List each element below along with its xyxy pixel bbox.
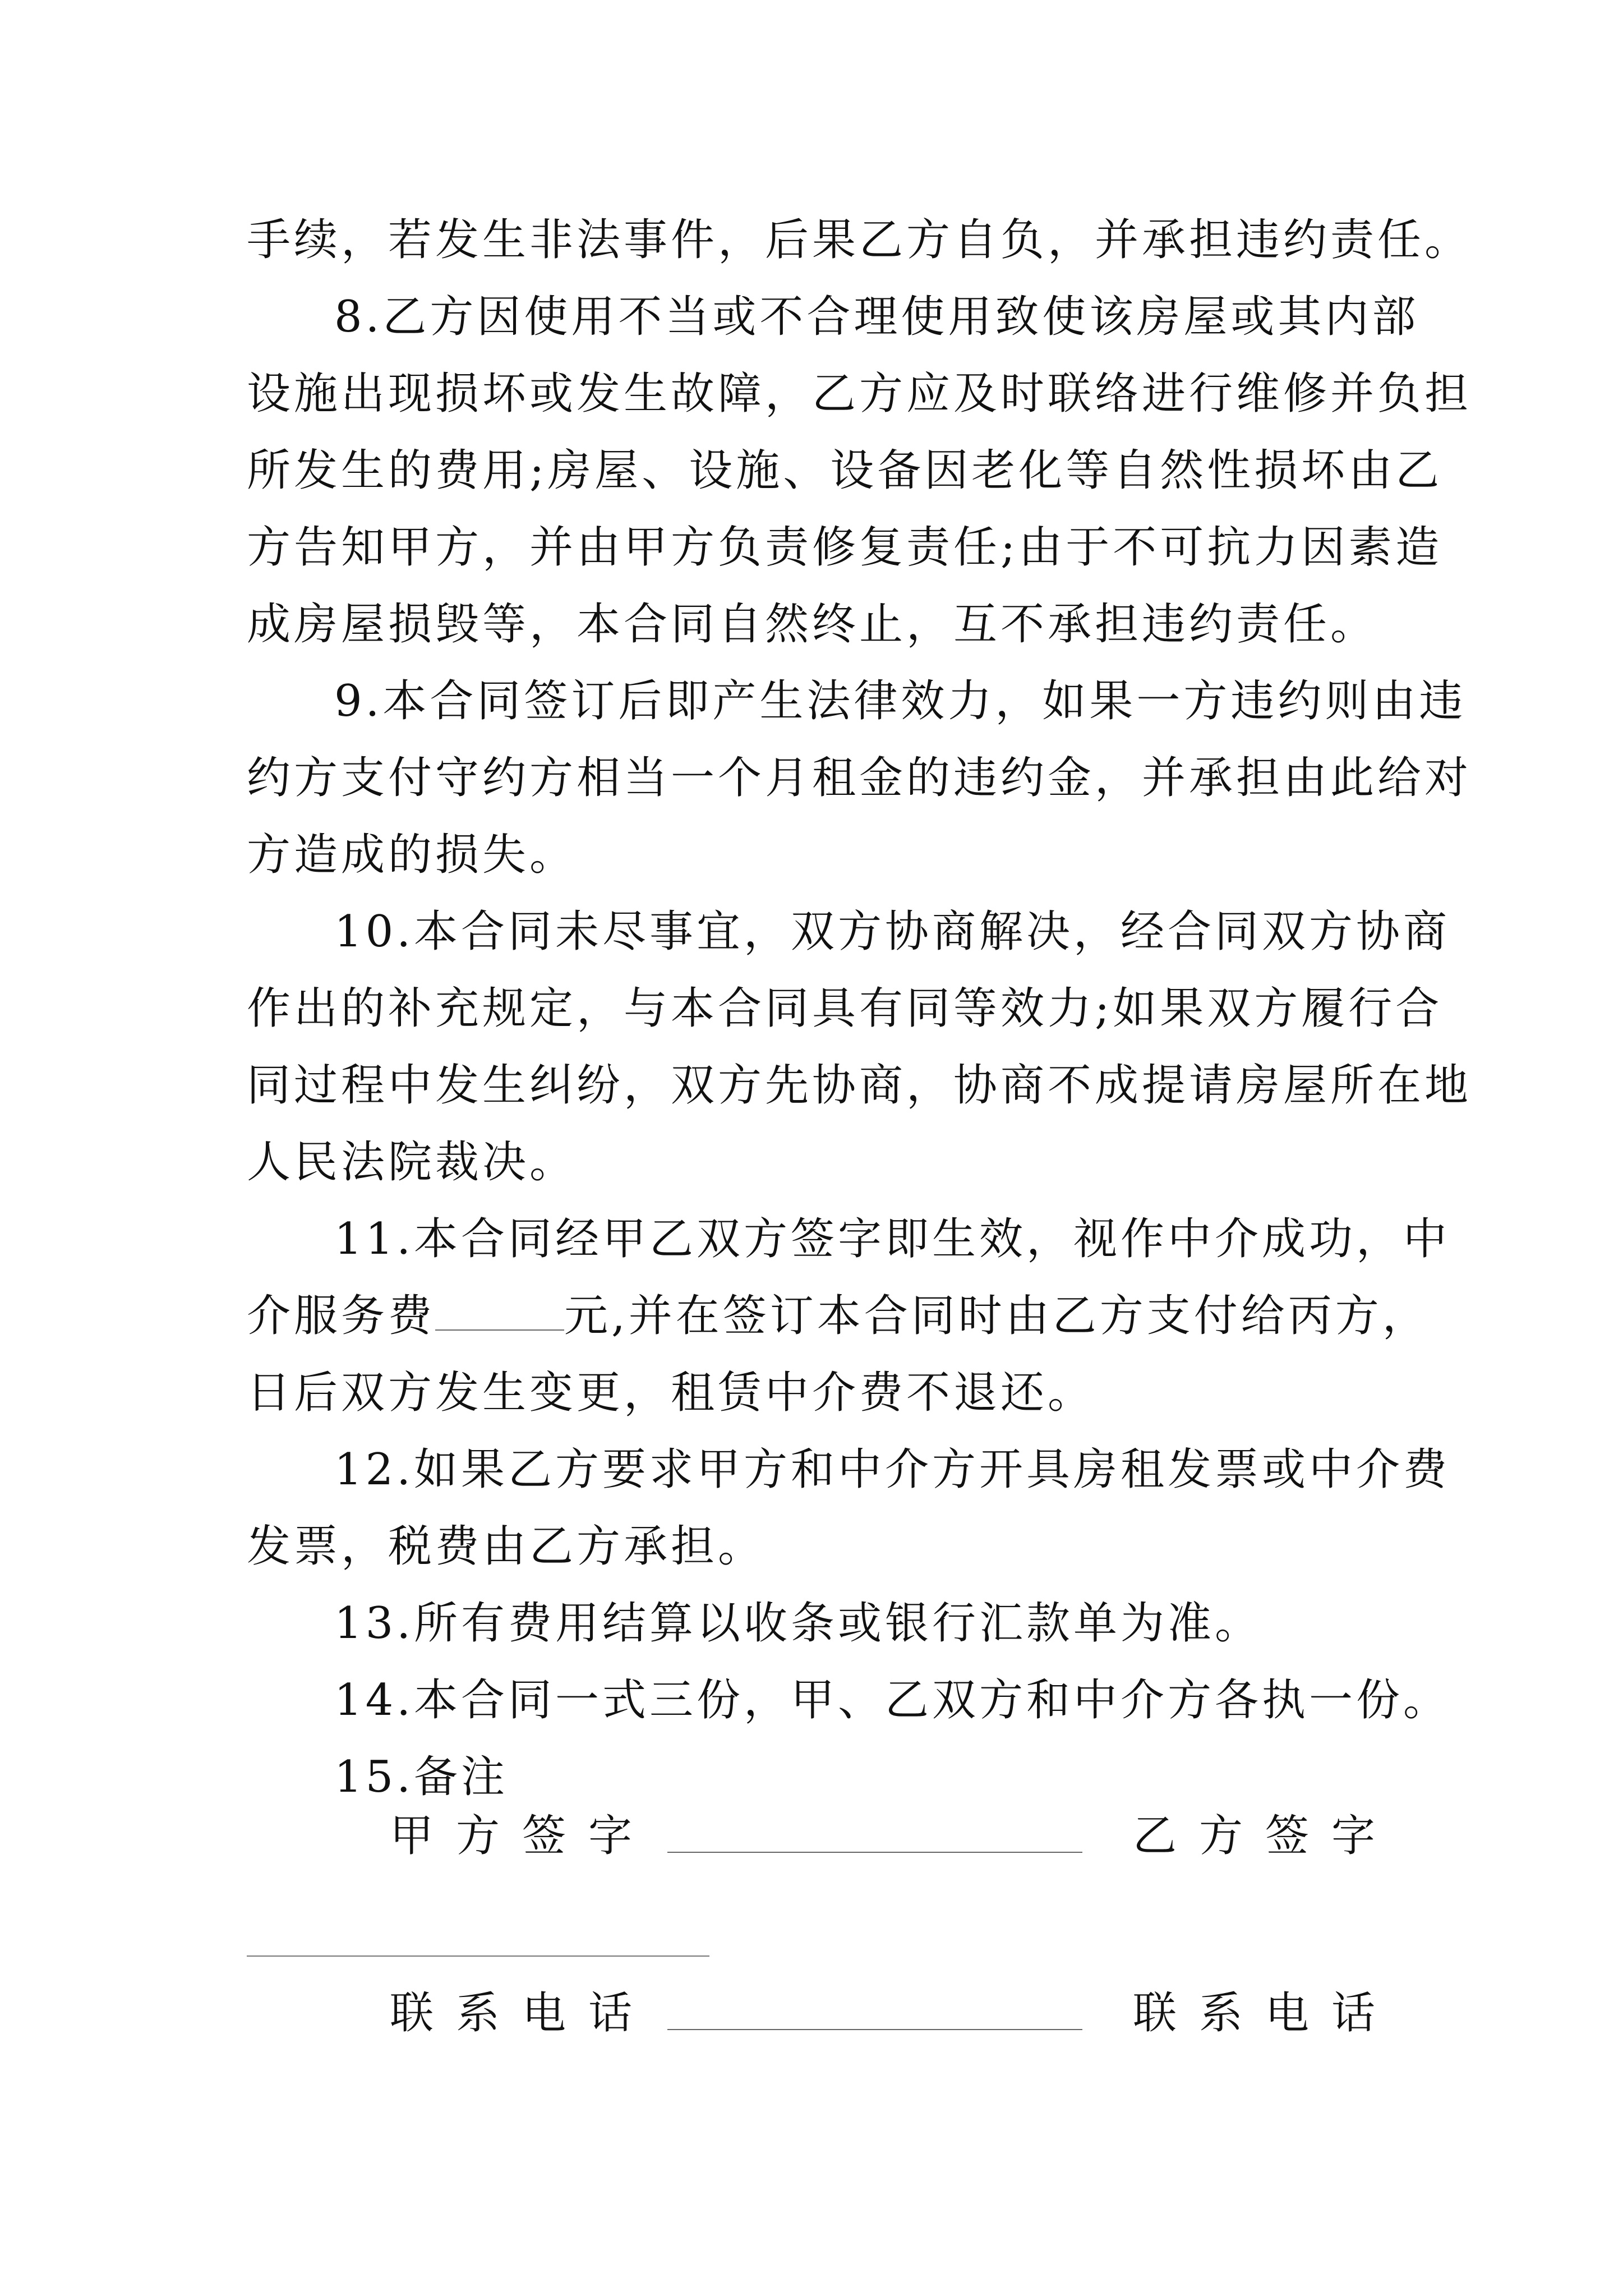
paragraph-line: 作出的补充规定，与本合同具有同等效力;如果双方履行合 [247, 983, 1443, 1034]
paragraph-line: 8.乙方因使用不当或不合理使用致使该房屋或其内部 [334, 292, 1419, 342]
paragraph-line: 9.本合同签订后即产生法律效力，如果一方违约则由违 [334, 676, 1467, 726]
phone-row [247, 1975, 1398, 2052]
party-a-phone-field[interactable] [667, 2029, 1082, 2030]
paragraph-line: 方告知甲方，并由甲方负责修复责任;由于不可抗力因素造 [247, 522, 1443, 573]
paragraph-line: 11.本合同经甲乙双方签字即生效，视作中介成功，中 [334, 1214, 1451, 1264]
clauses-section-1 [247, 202, 1472, 1278]
paragraph-line: 设施出现损坏或发生故障，乙方应及时联络进行维修并负担 [247, 369, 1472, 419]
fee-line-after: 元,并在签订本合同时由乙方支付给丙方， [564, 1291, 1430, 1341]
paragraph-line: 13.所有费用结算以收条或银行汇款单为准。 [334, 1598, 1262, 1649]
fee-line-before: 介服务费 [247, 1291, 436, 1341]
party-a-phone-label: 联系电话 [390, 1988, 655, 2039]
paragraph-line: 同过程中发生纠纷，双方先协商，协商不成提请房屋所在地 [247, 1060, 1472, 1111]
paragraph-line: 发票，税费由乙方承担。 [247, 1521, 766, 1572]
party-a-sign-field[interactable] [667, 1852, 1082, 1853]
paragraph-line: 日后双方发生变更，租赁中介费不退还。 [247, 1368, 1095, 1418]
clauses-section-2 [247, 1355, 1451, 1816]
paragraph-line: 所发生的费用;房屋、设施、设备因老化等自然性损坏由乙 [247, 445, 1443, 496]
paragraph-line: 约方支付守约方相当一个月租金的违约金，并承担由此给对 [247, 753, 1472, 803]
paragraph-line: 方造成的损失。 [247, 830, 577, 880]
paragraph-line: 12.如果乙方要求甲方和中介方开具房租发票或中介费 [334, 1444, 1451, 1495]
party-a-sign-label: 甲方签字 [390, 1811, 655, 1861]
fee-line [247, 1278, 1430, 1355]
paragraph-line: 手续，若发生非法事件，后果乙方自负，并承担违约责任。 [247, 215, 1472, 265]
paragraph-line: 14.本合同一式三份，甲、乙双方和中介方各执一份。 [334, 1675, 1451, 1726]
paragraph-line: 成房屋损毁等，本合同自然终止，互不承担违约责任。 [247, 599, 1378, 650]
contract-body [247, 202, 1472, 1816]
paragraph-line: 15.备注 [334, 1752, 509, 1802]
party-b-sign-label: 乙方签字 [1133, 1811, 1398, 1861]
party-b-sign-field[interactable] [247, 1955, 709, 1957]
party-b-phone-label: 联系电话 [1133, 1988, 1398, 2039]
paragraph-line: 10.本合同未尽事宜，双方协商解决，经合同双方协商 [334, 907, 1451, 957]
fee-amount-blank[interactable] [435, 1287, 564, 1331]
paragraph-line: 人民法院裁决。 [247, 1137, 577, 1188]
signature-row [247, 1798, 1398, 1875]
